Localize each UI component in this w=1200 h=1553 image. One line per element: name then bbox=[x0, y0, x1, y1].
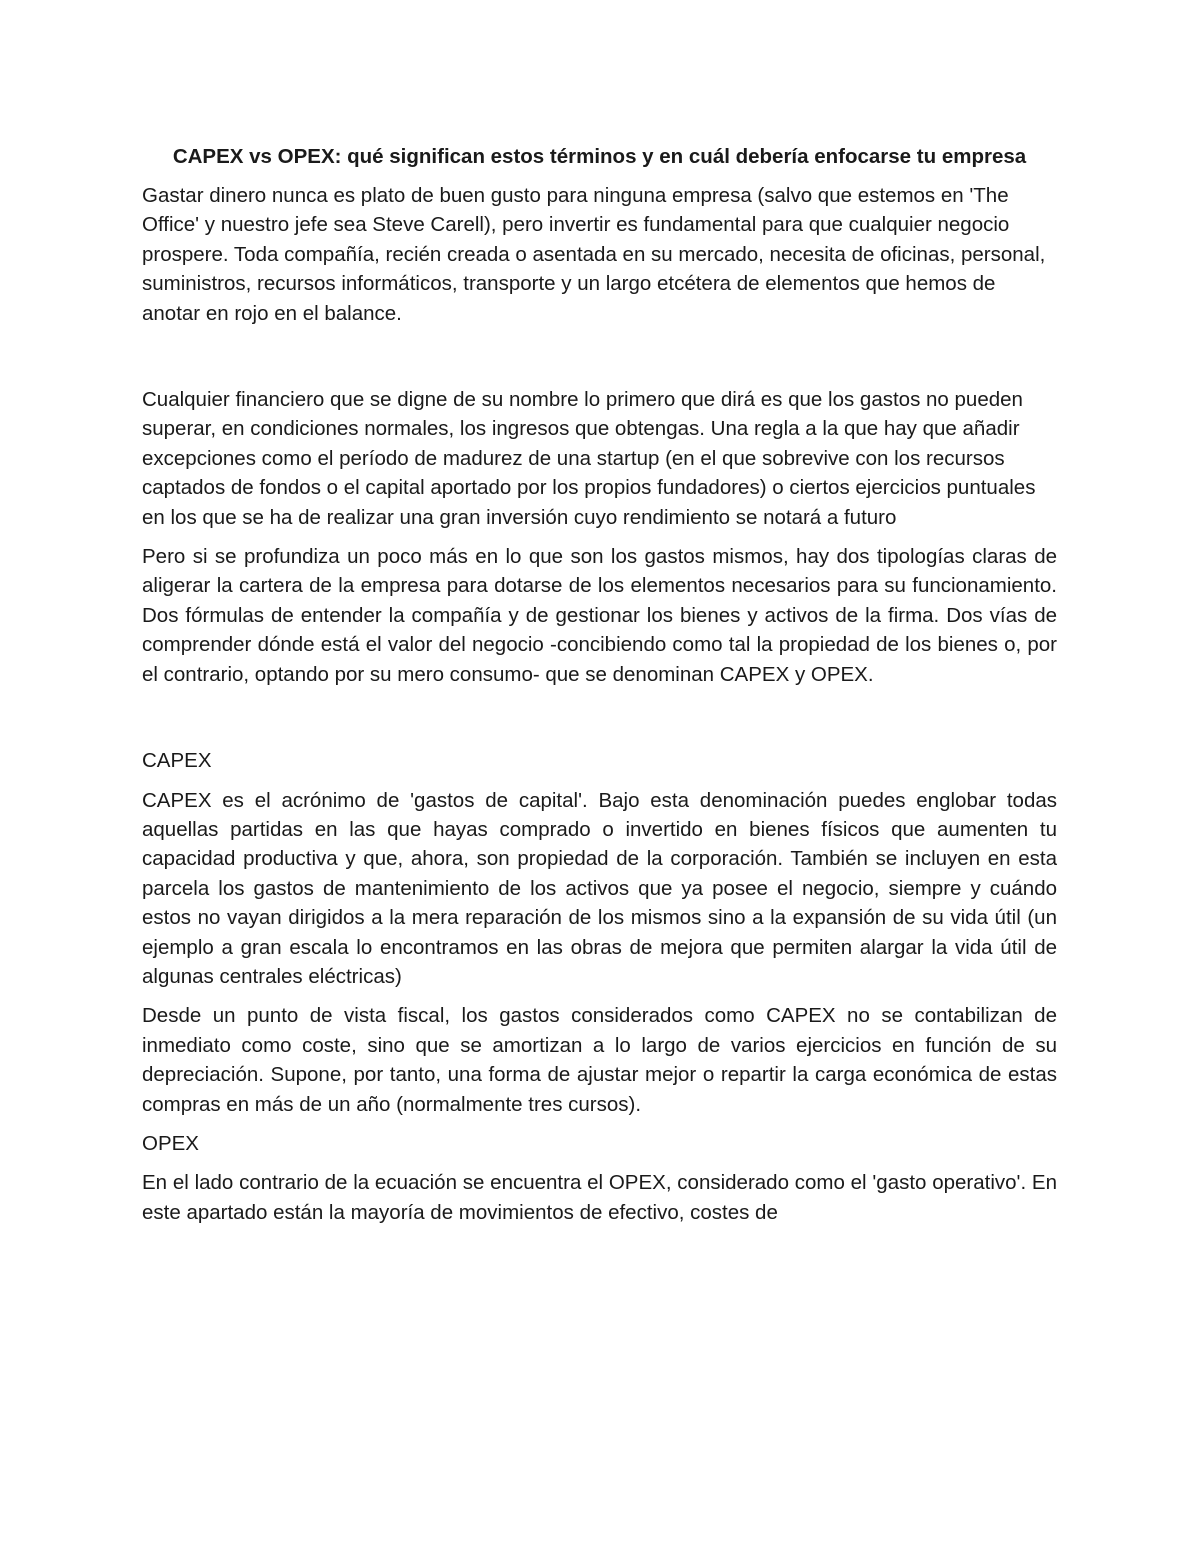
document-page bbox=[142, 142, 1057, 1227]
paragraph-opex-definition: En el lado contrario de la ecuación se encuentra el OPEX, considerado como el 'gasto operativo'. En este apartado están la mayoría de movimientos de efectivo, costes de bbox=[142, 1171, 1057, 1224]
paragraph-financiero: Cualquier financiero que se digne de su nombre lo primero que dirá es que los gastos no pueden superar, en condiciones normales, los ingresos que obtengas. Una regla a la que hay que añadir excepciones como el período de madurez de una startup (en el que sobrevive con los recursos captados de fondos o el capital aportado por los propios fundadores) o ciertos ejercicios puntuales en los que se ha de realizar una gran inversión cuyo rendimiento se notará a futuro bbox=[142, 388, 1036, 529]
heading-capex: CAPEX bbox=[142, 749, 212, 773]
paragraph-capex-fiscal: Desde un punto de vista fiscal, los gastos considerados como CAPEX no se contabilizan de inmediato como coste, sino que se amortizan a lo largo de varios ejercicios en función de su depreciación. Supone, por tanto, una forma de ajustar mejor o repartir la carga económica de estas compras en más de un año (normalmente tres cursos). bbox=[142, 1004, 1057, 1116]
paragraph-capex-definition: CAPEX es el acrónimo de 'gastos de capital'. Bajo esta denominación puedes englobar todas aquellas partidas en las que hayas comprado o invertido en bienes físicos que aumenten tu capacidad productiva y que, ahora, son propiedad de la corporación. También se incluyen en esta parcela los gastos de mantenimiento de los activos que ya posee el negocio, siempre y cuándo estos no vayan dirigidos a la mera reparación de los mismos sino a la expansión de su vida útil (un ejemplo a gran escala lo encontramos en las obras de mejora que permiten alargar la vida útil de algunas centrales eléctricas) bbox=[142, 788, 1057, 988]
paragraph-intro: Gastar dinero nunca es plato de buen gusto para ninguna empresa (salvo que estemos en 'The Office' y nuestro jefe sea Steve Carell), pero invertir es fundamental para que cualquier negocio prospere. Toda compañía, recién creada o asentada en su mercado, necesita de oficinas, personal, suministros, recursos informáticos, transporte y un largo etcétera de elementos que hemos de anotar en rojo en el balance. bbox=[142, 184, 1046, 325]
document-title: CAPEX vs OPEX: qué significan estos términos y en cuál debería enfocarse tu empresa bbox=[172, 145, 1027, 168]
paragraph-tipologias: Pero si se profundiza un poco más en lo que son los gastos mismos, hay dos tipologías claras de aligerar la cartera de la empresa para dotarse de los elementos necesarios para su funcionamiento. Dos fórmulas de entender la compañía y de gestionar los bienes y activos de la firma. Dos vías de comprender dónde está el valor del negocio -concibiendo como tal la propiedad de los bienes o, por el contrario, optando por su mero consumo- que se denominan CAPEX y OPEX. bbox=[142, 545, 1057, 686]
heading-opex: OPEX bbox=[142, 1131, 199, 1155]
